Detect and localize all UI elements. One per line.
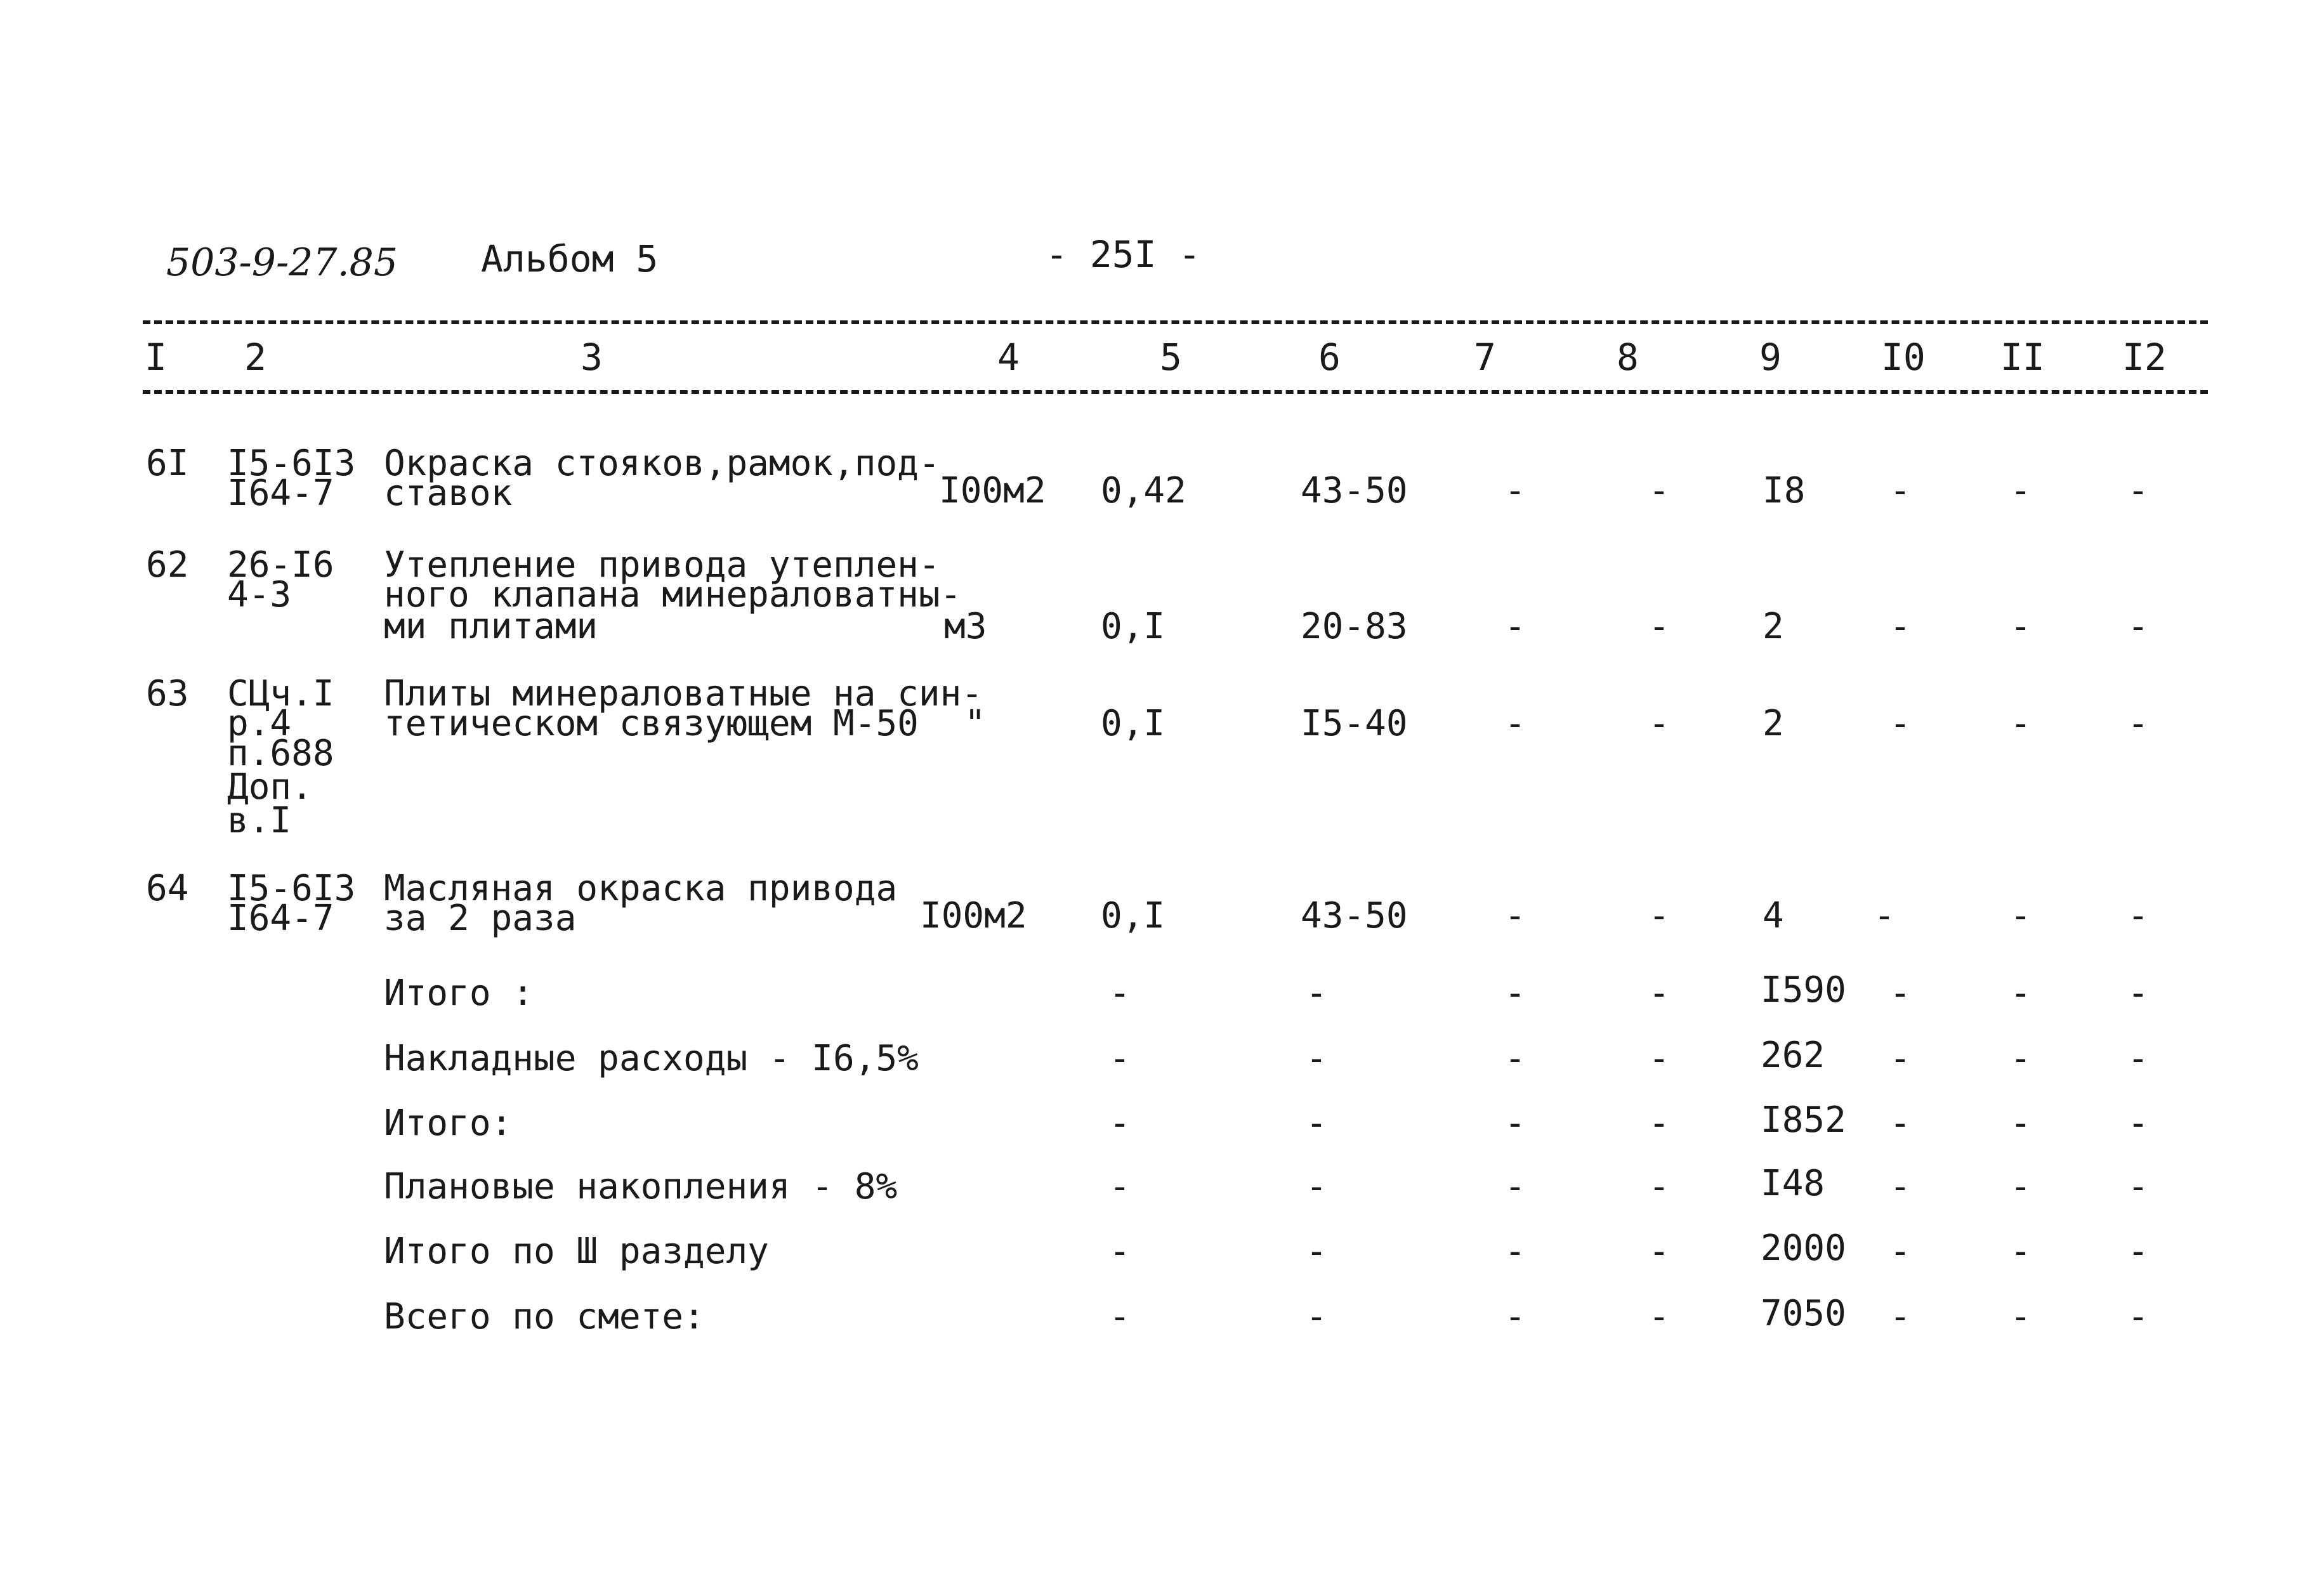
value-col11: - [2010,1231,2032,1272]
column-header: 3 [581,336,603,379]
value-col11: - [2010,973,2032,1014]
value-col7: - [1504,470,1526,511]
norm-code: I64-7 [227,473,334,514]
value-col8: - [1648,1296,1670,1337]
total-label: Плановые накопления - 8% [384,1166,898,1207]
item-description: Утепление привода утеплен- [384,544,940,586]
value-col7: - [1504,973,1526,1014]
value-col8: - [1648,1231,1670,1272]
value-col9: I852 [1761,1099,1846,1141]
total-label: Всего по смете: [384,1296,705,1337]
value-col9: 4 [1763,895,1784,936]
quantity: 0,I [1101,895,1165,936]
value-col8: - [1648,895,1670,936]
value-col9: 262 [1761,1035,1825,1076]
unit-price: 43-50 [1301,470,1408,511]
value-col6: - [1306,1166,1327,1207]
value-col6: - [1306,973,1327,1014]
unit: м3 [944,606,987,647]
header-top-rule [143,320,2208,324]
value-col5: - [1109,1038,1131,1079]
norm-code: 26-I6 [227,544,334,586]
value-col9: 2000 [1761,1228,1846,1269]
value-col12: - [2127,1103,2149,1144]
column-header: 5 [1160,336,1182,379]
total-label: Итого по Ш разделу [384,1231,769,1272]
value-col11: - [2010,470,2032,511]
value-col12: - [2127,1166,2149,1207]
value-col12: - [2127,1231,2149,1272]
quantity: 0,I [1101,606,1165,647]
column-header: 7 [1474,336,1496,379]
value-col6: - [1306,1231,1327,1272]
item-description: за 2 раза [384,898,577,939]
unit: I00м2 [939,470,1046,511]
value-col7: - [1504,606,1526,647]
unit: " [964,703,986,744]
value-col11: - [2010,895,2032,936]
value-col12: - [2127,973,2149,1014]
item-description: Окраска стояков,рамок,под- [384,443,940,484]
quantity: 0,42 [1101,470,1186,511]
norm-code: п.688 [227,733,334,774]
value-col10: - [1889,703,1911,744]
norm-code: в.I [227,800,292,841]
item-description: ного клапана минераловатны- [384,574,962,615]
value-col7: - [1504,895,1526,936]
page-number: - 25I - [1046,233,1201,276]
column-header: 8 [1617,336,1639,379]
album-label: Альбом 5 [481,237,659,280]
total-label: Итого: [384,1103,513,1144]
column-header: I [145,336,167,379]
value-col9: I48 [1761,1163,1825,1204]
value-col10: - [1889,1166,1911,1207]
value-col6: - [1306,1038,1327,1079]
value-col9: 2 [1763,606,1784,647]
value-col10: - [1889,1296,1911,1337]
value-col10: - [1889,973,1911,1014]
value-col11: - [2010,1038,2032,1079]
value-col7: - [1504,703,1526,744]
value-col9: 7050 [1761,1293,1846,1334]
item-description: Масляная окраска привода [384,868,898,909]
value-col10: - [1874,895,1895,936]
value-col7: - [1504,1103,1526,1144]
value-col5: - [1109,1103,1131,1144]
value-col8: - [1648,703,1670,744]
value-col11: - [2010,606,2032,647]
total-label: Накладные расходы - I6,5% [384,1038,919,1079]
value-col5: - [1109,1231,1131,1272]
item-description: тетическом связующем М-50 [384,703,919,744]
value-col8: - [1648,1166,1670,1207]
value-col12: - [2127,703,2149,744]
value-col12: - [2127,1038,2149,1079]
column-header: 2 [244,336,266,379]
column-header: I0 [1881,336,1926,379]
total-label: Итого : [384,973,534,1014]
unit-price: 20-83 [1301,606,1408,647]
value-col8: - [1648,470,1670,511]
column-header: 6 [1318,336,1341,379]
value-col11: - [2010,1166,2032,1207]
column-header: II [2000,336,2045,379]
column-header: I2 [2122,336,2167,379]
unit-price: 43-50 [1301,895,1408,936]
norm-code: Доп. [227,766,313,808]
value-col8: - [1648,1038,1670,1079]
value-col11: - [2010,703,2032,744]
value-col7: - [1504,1296,1526,1337]
value-col6: - [1306,1103,1327,1144]
value-col7: - [1504,1231,1526,1272]
column-header: 4 [997,336,1020,379]
value-col5: - [1109,1296,1131,1337]
row-number: 63 [146,673,189,714]
value-col12: - [2127,606,2149,647]
value-col12: - [2127,1296,2149,1337]
value-col12: - [2127,895,2149,936]
item-description: ми плитами [384,606,598,647]
value-col5: - [1109,1166,1131,1207]
row-number: 64 [146,868,189,909]
row-number: 62 [146,544,189,586]
norm-code: 4-3 [227,574,292,615]
item-description: Плиты минераловатные на син- [384,673,983,714]
norm-code: р.4 [227,703,292,744]
value-col6: - [1306,1296,1327,1337]
value-col9: 2 [1763,703,1784,744]
value-col10: - [1889,606,1911,647]
value-col8: - [1648,606,1670,647]
norm-code: I5-6I3 [227,868,356,909]
norm-code: I5-6I3 [227,443,356,484]
value-col9: I8 [1763,470,1806,511]
value-col10: - [1889,1103,1911,1144]
value-col10: - [1889,1231,1911,1272]
norm-code: I64-7 [227,898,334,939]
value-col8: - [1648,973,1670,1014]
unit: I00м2 [920,895,1027,936]
value-col8: - [1648,1103,1670,1144]
value-col7: - [1504,1038,1526,1079]
unit-price: I5-40 [1301,703,1408,744]
value-col5: - [1109,973,1131,1014]
row-number: 6I [146,443,189,484]
value-col10: - [1889,470,1911,511]
quantity: 0,I [1101,703,1165,744]
document-code: 503-9-27.85 [166,240,398,285]
value-col11: - [2010,1296,2032,1337]
value-col10: - [1889,1038,1911,1079]
value-col12: - [2127,470,2149,511]
column-header: 9 [1759,336,1782,379]
value-col11: - [2010,1103,2032,1144]
norm-code: СЦч.I [227,673,334,714]
value-col7: - [1504,1166,1526,1207]
value-col9: I590 [1761,969,1846,1011]
item-description: ставок [384,473,513,514]
header-bottom-rule [143,390,2208,394]
